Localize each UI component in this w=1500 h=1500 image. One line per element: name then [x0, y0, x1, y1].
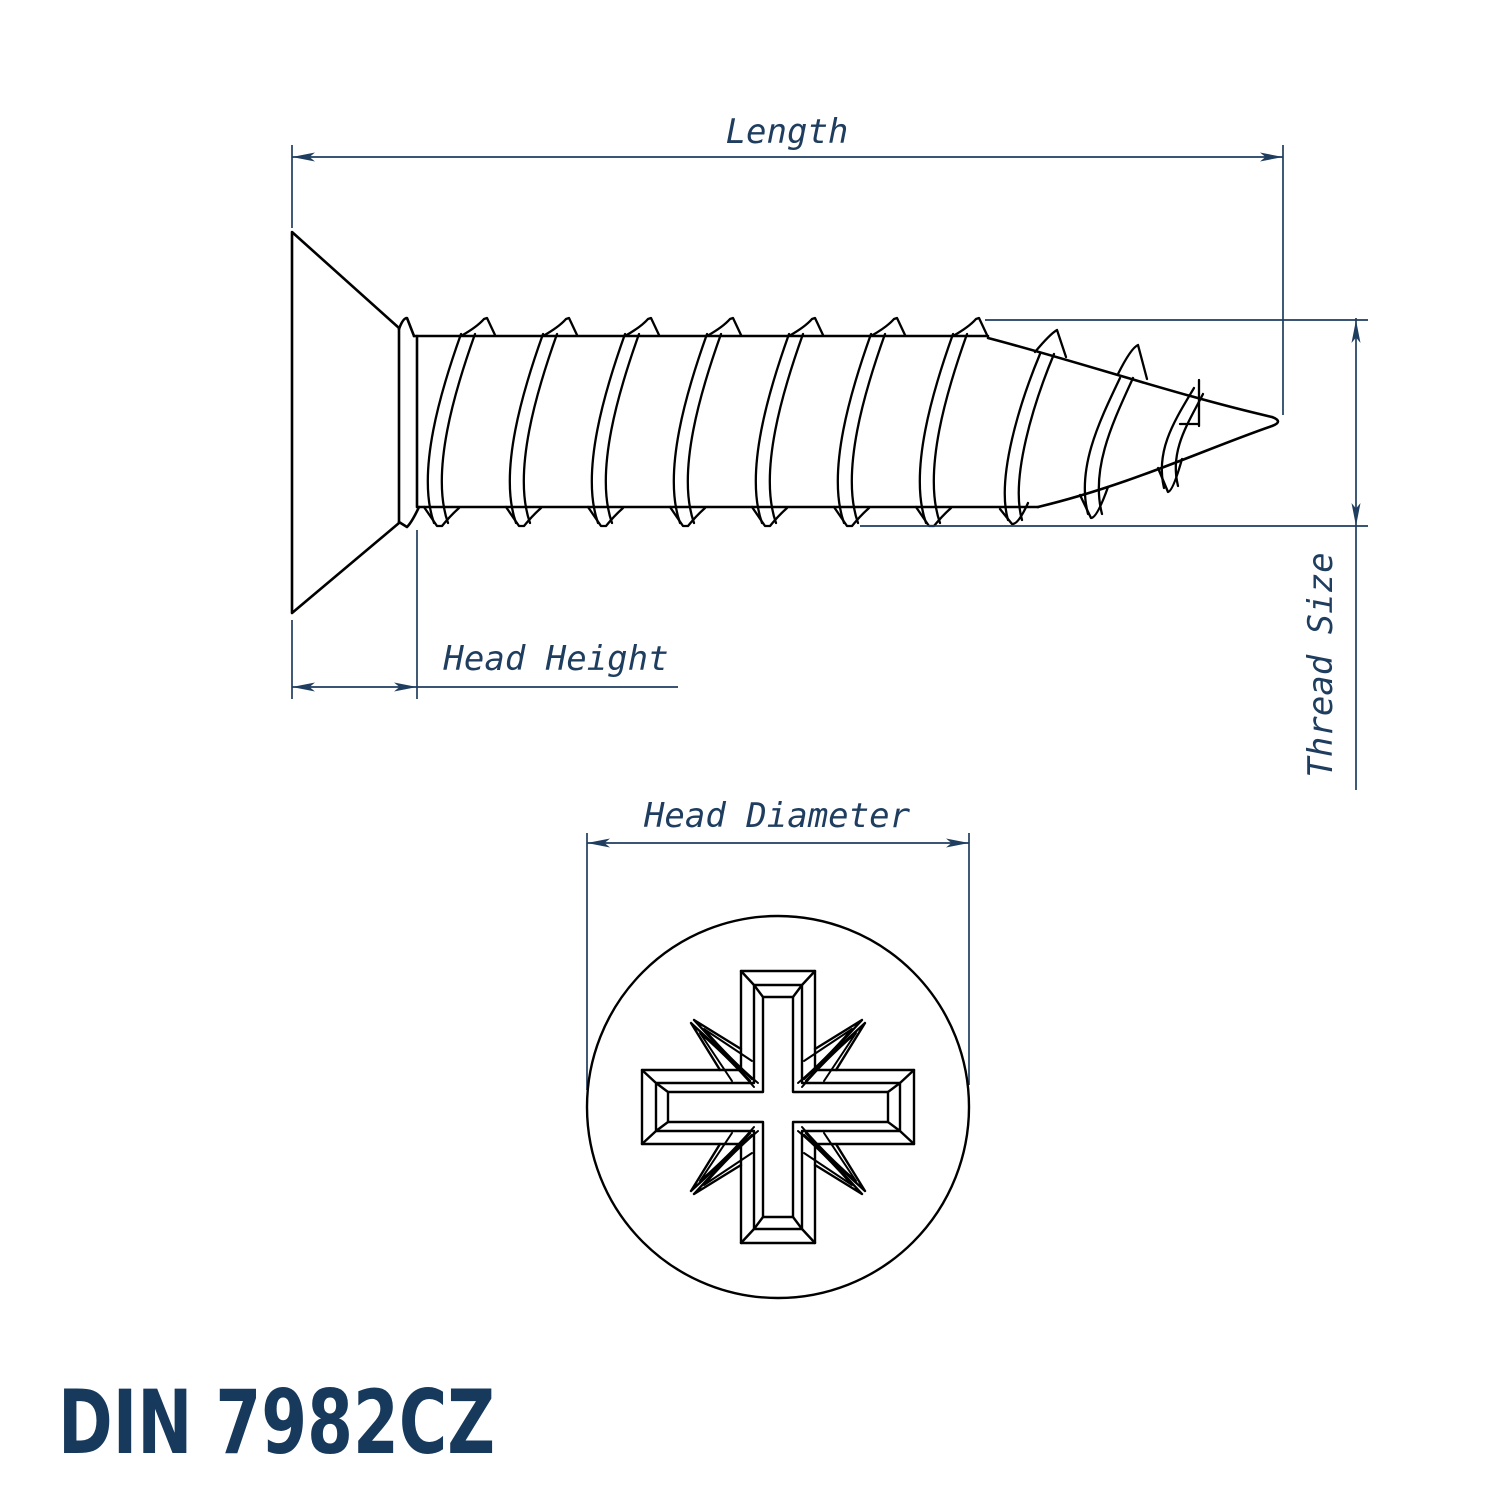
thread-size-label: Thread Size: [1301, 552, 1341, 778]
head-circle: [587, 916, 969, 1298]
side-view: [292, 112, 1368, 790]
screw-threads: [424, 318, 987, 526]
recess-outer-cross: [642, 971, 914, 1243]
head-top-view: [587, 796, 969, 1298]
dimension-head-height: [292, 530, 678, 699]
dimension-head-diameter: [587, 796, 969, 1090]
dimension-length: [292, 112, 1283, 415]
length-label: Length: [725, 112, 849, 152]
screw-head: [292, 232, 419, 613]
head-height-label: Head Height: [443, 639, 669, 679]
recess-claw-star: [656, 985, 900, 1229]
recess-arm-bevels: [642, 971, 914, 1243]
screw-tip: [988, 330, 1278, 524]
head-diameter-label: Head Diameter: [643, 796, 911, 836]
pozidriv-recess-icon: [642, 971, 914, 1243]
page-title: DIN 7982CZ: [58, 1371, 495, 1474]
